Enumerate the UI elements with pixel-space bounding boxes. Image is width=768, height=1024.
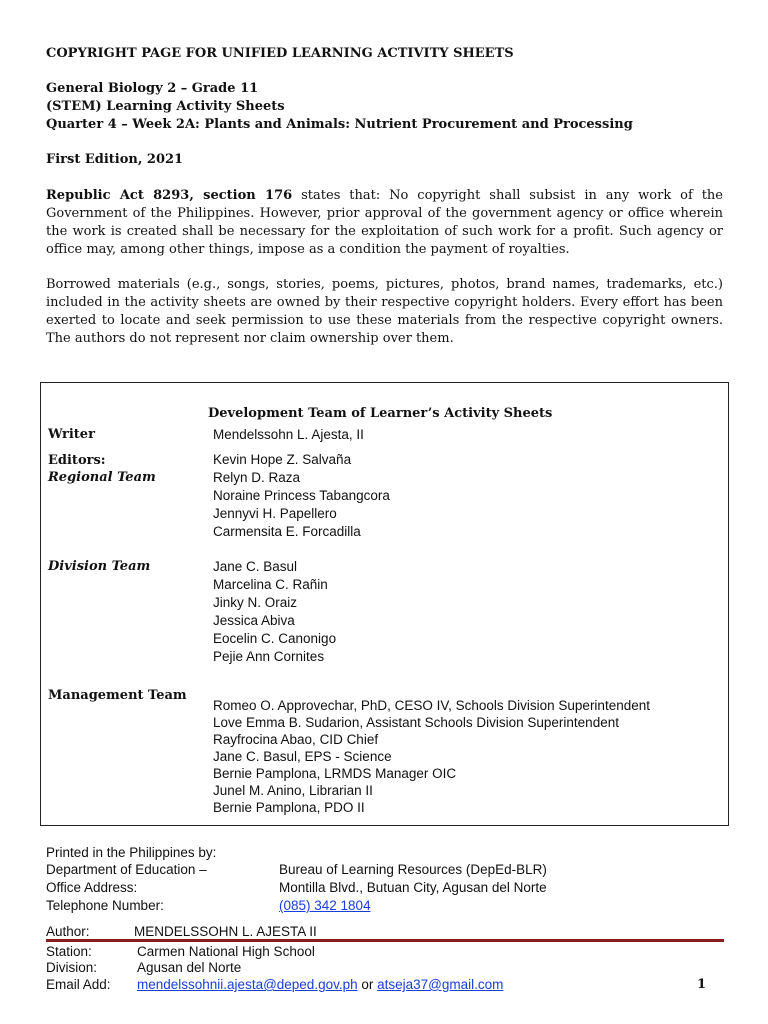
author-name: MENDELSSOHN L. AJESTA II: [134, 924, 317, 939]
footer-divider: [46, 939, 724, 942]
printed-by-label: Printed in the Philippines by:: [46, 845, 217, 860]
station-label: Station:: [46, 944, 92, 959]
office-address-value: Montilla Blvd., Butuan City, Agusan del Norte: [279, 880, 547, 895]
email-link-secondary[interactable]: atseja37@gmail.com: [377, 977, 504, 992]
department-value: Bureau of Learning Resources (DepEd-BLR): [279, 862, 547, 877]
email-separator: or: [357, 977, 378, 992]
management-team-label: Management Team: [48, 688, 187, 703]
email-link-primary[interactable]: mendelssohnii.ajesta@deped.gov.ph: [137, 977, 358, 992]
regional-team-list: [213, 451, 390, 541]
list-item: Kevin Hope Z. Salvaña: [213, 452, 352, 467]
republic-act-reference: Republic Act 8293, section 176: [46, 188, 293, 203]
list-item: Relyn D. Raza: [213, 470, 301, 485]
regional-team-label: Regional Team: [48, 470, 156, 485]
list-item: Jennyvi H. Papellero: [213, 506, 337, 521]
writer-name: Mendelssohn L. Ajesta, II: [213, 427, 364, 442]
list-item: Jane C. Basul: [213, 559, 298, 574]
email-label: Email Add:: [46, 977, 111, 992]
email-line: [137, 977, 503, 992]
subject-line: General Biology 2 – Grade 11: [46, 81, 259, 96]
station-value: Carmen National High School: [137, 944, 315, 959]
team-heading: Development Team of Learner’s Activity Sheets: [208, 406, 553, 421]
department-label: Department of Education –: [46, 862, 207, 877]
republic-act-paragraph: [46, 187, 723, 259]
management-team-list: [213, 697, 650, 816]
edition-line: First Edition, 2021: [46, 152, 184, 167]
list-item: Marcelina C. Rañin: [213, 577, 328, 592]
list-item: Romeo O. Approvechar, PhD, CESO IV, Schools Division Superintendent: [213, 698, 650, 713]
borrowed-materials-paragraph: Borrowed materials (e.g., songs, stories, poems, pictures, photos, brand names, trademarks, etc.) included in the activity sheets are owned by their respective copyright holders. Every effort has been exerted to locate and seek permission to use these materials from the respective copyright owners. The authors do not represent nor claim ownership over them.: [46, 277, 723, 346]
list-item: Pejie Ann Cornites: [213, 649, 325, 664]
page-number: 1: [697, 977, 707, 992]
division-value: Agusan del Norte: [137, 960, 242, 975]
list-item: Jessica Abiva: [213, 613, 295, 628]
list-item: Noraine Princess Tabangcora: [213, 488, 390, 503]
list-item: Bernie Pamplona, LRMDS Manager OIC: [213, 766, 457, 781]
office-address-label: Office Address:: [46, 880, 138, 895]
development-team-box: [40, 382, 729, 826]
division-team-list: [213, 558, 336, 666]
list-item: Rayfrocina Abao, CID Chief: [213, 732, 379, 747]
telephone-link[interactable]: (085) 342 1804: [279, 898, 371, 913]
list-item: Eocelin C. Canonigo: [213, 631, 337, 646]
list-item: Jinky N. Oraiz: [213, 595, 298, 610]
division-label: Division:: [46, 960, 98, 975]
series-line: (STEM) Learning Activity Sheets: [46, 99, 285, 114]
list-item: Jane C. Basul, EPS - Science: [213, 749, 392, 764]
division-team-label: Division Team: [48, 559, 151, 574]
lesson-line: Quarter 4 – Week 2A: Plants and Animals: Nutrient Procurement and Processing: [46, 117, 633, 132]
list-item: Junel M. Anino, Librarian II: [213, 783, 373, 798]
page-title: COPYRIGHT PAGE FOR UNIFIED LEARNING ACTIVITY SHEETS: [46, 46, 514, 61]
list-item: Carmensita E. Forcadilla: [213, 524, 361, 539]
editors-label: Editors:: [48, 453, 106, 468]
republic-act-text: states that: No copyright shall subsist in any work of the Government of the Philippines. However, prior approval of the government agency or office wherein the work is created shall be necessary for the exploitation of such work for a profit. Such agency or office may, among other things, impose as a condition the payment of royalties.: [46, 188, 723, 257]
author-label: Author:: [46, 924, 90, 939]
list-item: Bernie Pamplona, PDO II: [213, 800, 365, 815]
list-item: Love Emma B. Sudarion, Assistant Schools Division Superintendent: [213, 715, 619, 730]
telephone-label: Telephone Number:: [46, 898, 164, 913]
writer-label: Writer: [48, 427, 95, 442]
